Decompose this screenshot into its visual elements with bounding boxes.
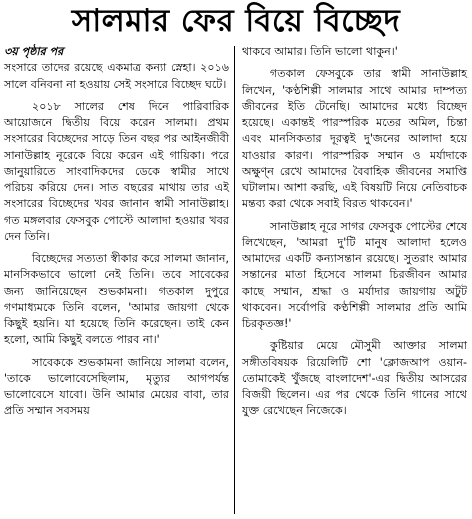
right-column	[242, 44, 467, 426]
paragraph: সংসারে তাদের রয়েছে একমাত্র কন্যা স্নেহা। ২০১৬ সালে বনিবনা না হওয়ায় সেই সংসারে বিচ্ছেদ ঘটে।	[4, 61, 229, 91]
paragraph: বিচ্ছেদের সত্যতা স্বীকার করে সালমা জানান, মানসিকভাবে ভালো নেই তিনি। তবে সাবেকের জন্য জানিয়েছেন শুভকামনা। গতকাল দুপুরে গণমাধ্যমকে তিনি বলেন, 'আমার জায়গা থেকে কিছুই হয়নি। যা হয়েছে তিনি করেছেন। তাই কেন হলো, আমি কিছুই বলতে পারব না।'	[4, 252, 229, 347]
column-divider	[234, 46, 235, 514]
left-column	[4, 44, 229, 426]
paragraph: গতকাল ফেসবুকে তার স্বামী সানাউল্লাহ লিখেন, 'কণ্ঠশিল্পী সালমার সাথে আমার দাম্পত্য জীবনের ইতি টেনেছি। আমাদের মধ্যে বিচ্ছেদ হয়েছে। একান্তই পারস্পরিক মতের অমিল, চিন্তা এবং মানসিকতার দূরত্বই দু'জনের আলাদা হয়ে যাওয়ার কারণ। পারস্পরিক সম্মান ও মর্যাদাকে অক্ষুণ্ন রেখে আমাদের বৈবাহিক জীবনের সমাপ্তি ঘটালাম। আশা করছি, এই বিষয়টি নিয়ে নেতিবাচক মন্তব্য করা থেকে সবাই বিরত থাকবেন।'	[242, 67, 467, 211]
paragraph: সানাউল্লাহ নূরে সাগর ফেসবুক পোস্টের শেষে লিখেছেন, 'আমরা দু'টি মানুষ আলাদা হলেও আমাদের একটি কন্যাসন্তান রয়েছে। সুতরাং আমার সন্তানের মাতা হিসেবে সালমা চিরজীবন আমার কাছে সম্মান, শ্রদ্ধা ও মর্যাদার জায়গায় অটুট থাকবেন। সর্বোপরি কণ্ঠশিল্পী সালমার প্রতি আমি চিরকৃতজ্ঞ!'	[242, 219, 467, 330]
paragraph: সাবেককে শুভকামনা জানিয়ে সালমা বলেন, 'তাকে ভালোবেসেছিলাম, মৃত্যুর আগপর্যন্ত ভালোবেসে যাবো। উনি আমার মেয়ের বাবা, তার প্রতি সম্মান সবসময়	[4, 355, 229, 418]
paragraph: কুষ্টিয়ার মেয়ে মৌসুমী আক্তার সালমা সঙ্গীতবিষয়ক রিয়েলিটি শো 'ক্লোজআপ ওয়ান-তোমাকেই খুঁজছে বাংলাদেশ'-এর দ্বিতীয় আসরের বিজয়ী ছিলেন। এর পর থেকে তিনি গানের সাথে যুক্ত রেখেছেন নিজেকে।	[242, 339, 467, 418]
article-headline: সালমার ফের বিয়ে বিচ্ছেদ	[71, 3, 401, 39]
paragraph: থাকবে আমার। তিনি ভালো থাকুন।'	[242, 45, 398, 58]
continuation-kicker: ৩য় পৃষ্ঠার পর	[4, 45, 64, 58]
paragraph: ২০১৮ সালের শেষ দিনে পারিবারিক আয়োজনে দ্বিতীয় বিয়ে করেন সালমা। প্রথম সংসারের বিচ্ছেদের সাড়ে তিন বছর পর আইনজীবী সানাউল্লাহ নূরেকে বিয়ে করেন এই গায়িকা। পরে জানুয়ারিতে সাংবাদিকদের ডেকে স্বামীর সাথে পরিচয় করিয়ে দেন। সাত বছরের মাথায় তার এই সংসারের বিচ্ছেদের খবর জানান স্বামী সানাউল্লাহ। গত মঙ্গলবার ফেসবুক পোস্টে আলাদা হওয়ার খবর দেন তিনি।	[4, 99, 229, 243]
